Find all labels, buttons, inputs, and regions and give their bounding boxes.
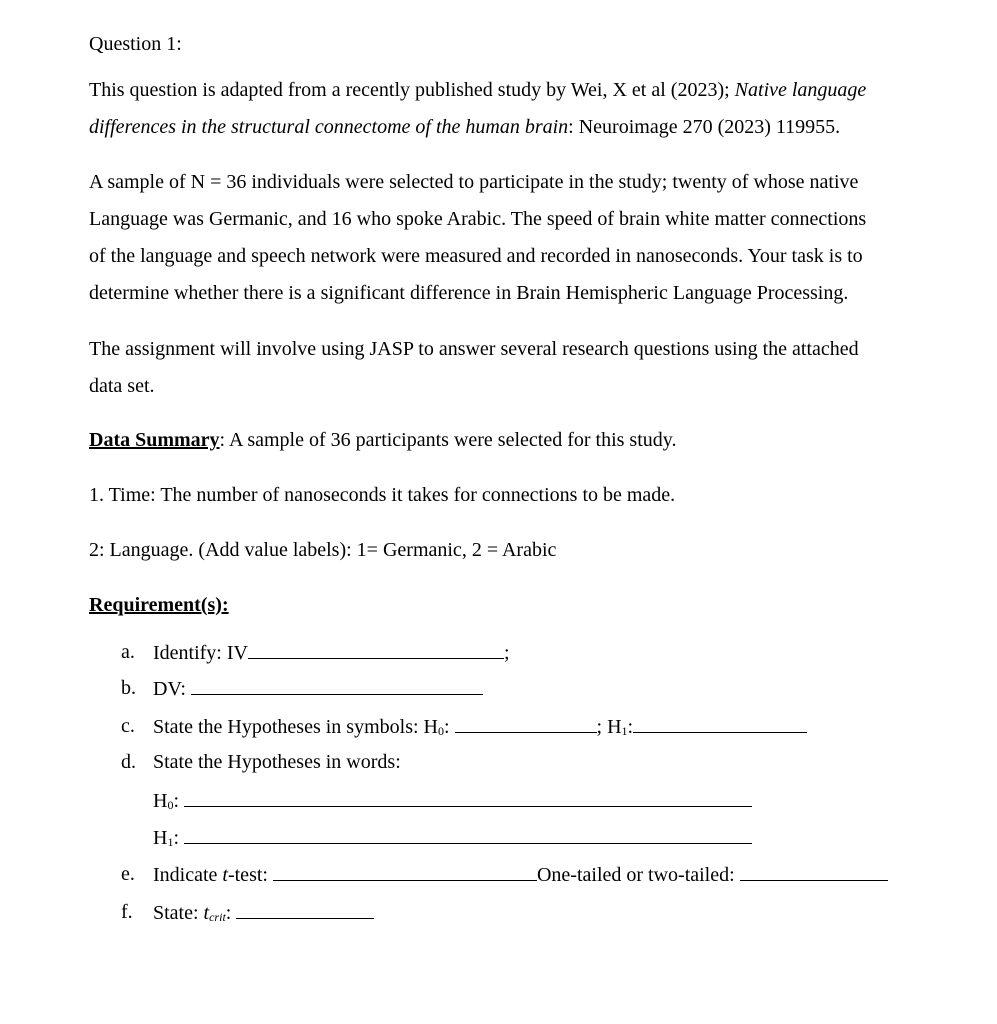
t-italic: t — [222, 864, 228, 886]
req-c-text: State the Hypotheses in symbols: H — [153, 716, 438, 738]
req-f-marker: f. — [121, 901, 133, 923]
req-d-marker: d. — [121, 751, 136, 773]
article-title-part-2: differences in the structural connectome of the human brain — [89, 116, 569, 138]
assignment-line-1: The assignment will involve using JASP to answer several research questions using the attached — [89, 338, 859, 360]
req-a-marker: a. — [121, 641, 135, 663]
article-title-part-1: Native language — [734, 79, 867, 101]
dv-answer-blank[interactable] — [191, 676, 483, 695]
req-c-marker: c. — [121, 715, 135, 737]
req-e-marker: e. — [121, 863, 135, 885]
tail-label: One-tailed or two-tailed: — [536, 864, 735, 886]
req-c-h1-label: ; H — [596, 716, 622, 738]
intro-line-2 — [89, 115, 840, 139]
req-f-text: State: — [153, 902, 204, 924]
tail-answer-blank[interactable] — [740, 862, 888, 881]
t-crit-subscript: crit — [209, 910, 226, 924]
data-summary-text: : A sample of 36 participants were selected for this study. — [219, 429, 677, 451]
assignment-line-2: data set. — [89, 375, 155, 397]
h0-words-colon: : — [173, 790, 180, 812]
req-c-colon: : — [443, 716, 450, 738]
h0-symbol-blank[interactable] — [455, 714, 597, 733]
sample-line-2: Language was Germanic, and 16 who spoke Arabic. The speed of brain white matter connections — [89, 208, 867, 230]
requirements-heading: Requirement(s): — [89, 594, 229, 616]
intro-line-1 — [89, 78, 866, 102]
req-d-text: State the Hypotheses in words: — [153, 751, 401, 773]
t-crit-italic: t — [203, 902, 210, 924]
h0-subscript: 0 — [437, 724, 444, 738]
req-e-text-2: -test: — [227, 864, 268, 886]
h1-words-colon: : — [173, 827, 180, 849]
req-b-text: DV: — [153, 678, 186, 700]
journal-citation: : Neuroimage 270 (2023) 119955. — [568, 116, 841, 138]
question-title: Question 1: — [89, 33, 182, 55]
h0-words-subscript: 0 — [167, 798, 174, 812]
tcrit-answer-blank[interactable] — [236, 900, 374, 919]
variable-time: 1. Time: The number of nanoseconds it takes for connections to be made. — [89, 484, 676, 506]
h1-words-subscript: 1 — [167, 835, 174, 849]
h0-words-blank[interactable] — [184, 788, 752, 807]
intro-text: This question is adapted from a recently published study by Wei, X et al (2023); — [89, 79, 735, 101]
sample-line-4: determine whether there is a significant difference in Brain Hemispheric Language Processing. — [89, 282, 849, 304]
req-e-text: Indicate — [153, 864, 223, 886]
h1-subscript: 1 — [621, 724, 628, 738]
ttest-type-blank[interactable] — [273, 862, 537, 881]
req-f-colon: : — [225, 902, 232, 924]
h1-symbol-blank[interactable] — [633, 714, 807, 733]
h0-words-label: H — [153, 790, 168, 812]
sample-line-3: of the language and speech network were measured and recorded in nanoseconds. Your task is to — [89, 245, 863, 267]
req-a-text: Identify: IV — [153, 642, 248, 664]
h1-words-label: H — [153, 827, 168, 849]
req-c-colon-2: : — [627, 716, 634, 738]
data-summary — [89, 428, 676, 452]
req-b-marker: b. — [121, 677, 136, 699]
variable-language: 2: Language. (Add value labels): 1= Germanic, 2 = Arabic — [89, 539, 557, 561]
iv-answer-blank[interactable] — [248, 640, 504, 659]
sample-line-1: A sample of N = 36 individuals were selected to participate in the study; twenty of whose native — [89, 171, 859, 193]
h1-words-blank[interactable] — [184, 825, 752, 844]
req-a-semicolon: ; — [503, 642, 510, 664]
data-summary-heading: Data Summary — [89, 429, 220, 451]
